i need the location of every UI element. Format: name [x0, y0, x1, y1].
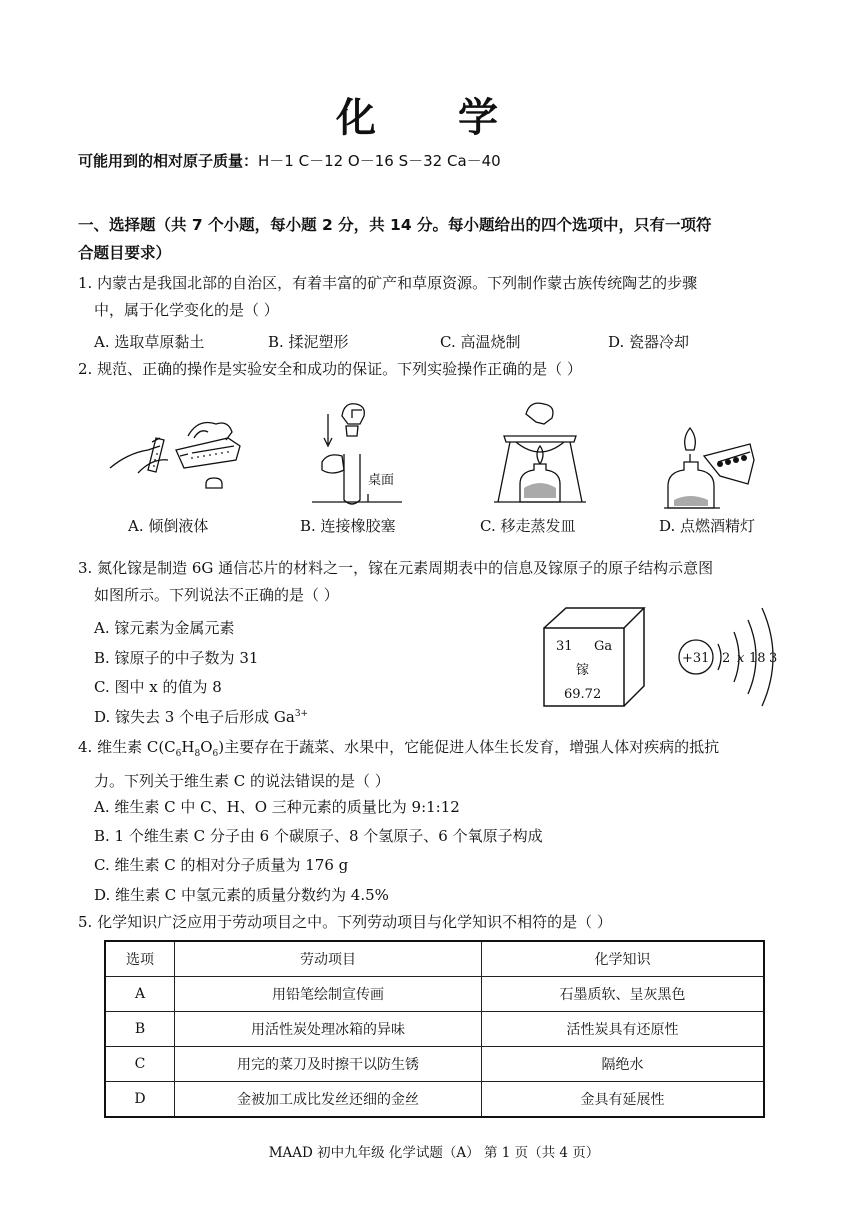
q4-option-c: C. 维生素 C 的相对分子质量为 176 g	[94, 856, 349, 874]
q1-option-a: A. 选取草原黏土	[94, 333, 205, 351]
shell-1: 2	[722, 651, 731, 666]
figure-alcohol-lamp	[660, 420, 760, 512]
table-header: 劳动项目	[175, 941, 482, 977]
q1-option-b: B. 揉泥塑形	[268, 333, 349, 351]
table-cell: 用完的菜刀及时擦干以防生锈	[175, 1047, 482, 1082]
atomic-masses-label: 可能用到的相对原子质量：	[78, 152, 259, 170]
q4-option-d: D. 维生素 C 中氢元素的质量分数约为 4.5%	[94, 886, 389, 904]
q1-option-c: C. 高温烧制	[440, 333, 521, 351]
q4-line1-post: )主要存在于蔬菜、水果中，它能促进人体生长发育，增强人体对疾病的抵抗	[218, 738, 720, 756]
q5-table	[104, 940, 765, 1118]
atomic-masses	[78, 150, 501, 171]
figure-rubber-stopper	[302, 396, 412, 508]
shell-2: x	[737, 651, 745, 666]
q3-option-d-sup: 3+	[294, 709, 309, 719]
page-footer: MAAD 初中九年级 化学试题（A） 第 1 页（共 4 页）	[268, 1145, 600, 1161]
question-5: 5. 化学知识广泛应用于劳动项目之中。下列劳动项目与化学知识不相符的是（ ）	[78, 913, 612, 931]
desk-label: 桌面	[368, 473, 395, 488]
section-header	[78, 211, 798, 267]
question-4-line1	[78, 734, 803, 768]
q4-option-b: B. 1 个维生素 C 分子由 6 个碳原子、8 个氢原子、6 个氧原子构成	[94, 827, 543, 845]
table-cell: 隔绝水	[482, 1047, 765, 1082]
q2-option-a: A. 倾倒液体	[128, 517, 209, 535]
table-row	[105, 1047, 764, 1082]
question-3-line2: 如图所示。下列说法不正确的是（ ）	[94, 586, 339, 604]
table-cell: 用铅笔绘制宣传画	[175, 977, 482, 1012]
table-cell: 用活性炭处理冰箱的异味	[175, 1012, 482, 1047]
q4-formula-pre: 4. 维生素 C(C	[78, 738, 176, 756]
q4-sub-h: 8	[194, 749, 201, 759]
atomic-masses-values: H－1 C－12 O－16 S－32 Ca－40	[258, 152, 501, 170]
q3-option-c: C. 图中 x 的值为 8	[94, 678, 222, 696]
q3-option-b: B. 镓原子的中子数为 31	[94, 649, 259, 667]
question-4	[78, 734, 803, 795]
q3-option-d	[94, 706, 308, 727]
table-row	[105, 977, 764, 1012]
shell-3: 18	[749, 651, 766, 666]
question-1-line2: 中，属于化学变化的是（ ）	[94, 301, 279, 319]
table-cell: 金被加工成比发丝还细的金丝	[175, 1082, 482, 1118]
q4-option-a: A. 维生素 C 中 C、H、O 三种元素的质量比为 9:1:12	[94, 798, 460, 816]
figure-atom-structure	[672, 596, 784, 718]
question-3-line1: 3. 氮化镓是制造 6G 通信芯片的材料之一，镓在元素周期表中的信息及镓原子的原子结构示意图	[78, 559, 714, 577]
table-cell: D	[105, 1082, 175, 1118]
table-cell: 石墨质软、呈灰黑色	[482, 977, 765, 1012]
table-header-row	[105, 941, 764, 977]
figure-evaporating-dish	[490, 396, 590, 508]
table-cell: B	[105, 1012, 175, 1047]
question-1-line1: 1. 内蒙古是我国北部的自治区，有着丰富的矿产和草原资源。下列制作蒙古族传统陶艺的步骤	[78, 274, 698, 292]
table-header: 选项	[105, 941, 175, 977]
element-name: 镓	[576, 663, 590, 678]
q4-formula-h: H	[181, 738, 195, 756]
table-cell: A	[105, 977, 175, 1012]
question-2: 2. 规范、正确的操作是实验安全和成功的保证。下列实验操作正确的是（ ）	[78, 360, 582, 378]
table-row	[105, 1012, 764, 1047]
shell-4: 3	[769, 651, 778, 666]
table-cell: C	[105, 1047, 175, 1082]
table-header: 化学知识	[482, 941, 765, 977]
q2-option-c: C. 移走蒸发皿	[480, 517, 576, 535]
q4-sub-o: 6	[212, 749, 219, 759]
section-header-line1: 一、选择题（共 7 个小题，每小题 2 分，共 14 分。每小题给出的四个选项中，只有一项符	[78, 216, 712, 234]
figure-pour-liquid	[108, 398, 248, 502]
element-mass: 69.72	[564, 687, 602, 702]
atom-nucleus: +31	[682, 651, 710, 666]
q2-option-d: D. 点燃酒精灯	[659, 517, 756, 535]
q3-option-d-text: D. 镓失去 3 个电子后形成 Ga	[94, 708, 295, 726]
question-4-line2: 力。下列关于维生素 C 的说法错误的是（ ）	[94, 772, 390, 790]
table-cell: 金具有延展性	[482, 1082, 765, 1118]
element-symbol: Ga	[594, 639, 613, 654]
q4-formula-o: O	[200, 738, 213, 756]
q1-option-d: D. 瓷器冷却	[608, 333, 690, 351]
q4-sub-c: 6	[175, 749, 182, 759]
q3-option-a: A. 镓元素为金属元素	[94, 619, 235, 637]
question-1	[78, 270, 798, 324]
table-row	[105, 1082, 764, 1118]
section-header-line2: 合题目要求）	[78, 244, 172, 262]
table-cell: 活性炭具有还原性	[482, 1012, 765, 1047]
element-number: 31	[556, 639, 573, 654]
page-title: 化 学	[336, 95, 532, 141]
q2-option-b: B. 连接橡胶塞	[300, 517, 396, 535]
figure-element-cell	[538, 602, 650, 712]
